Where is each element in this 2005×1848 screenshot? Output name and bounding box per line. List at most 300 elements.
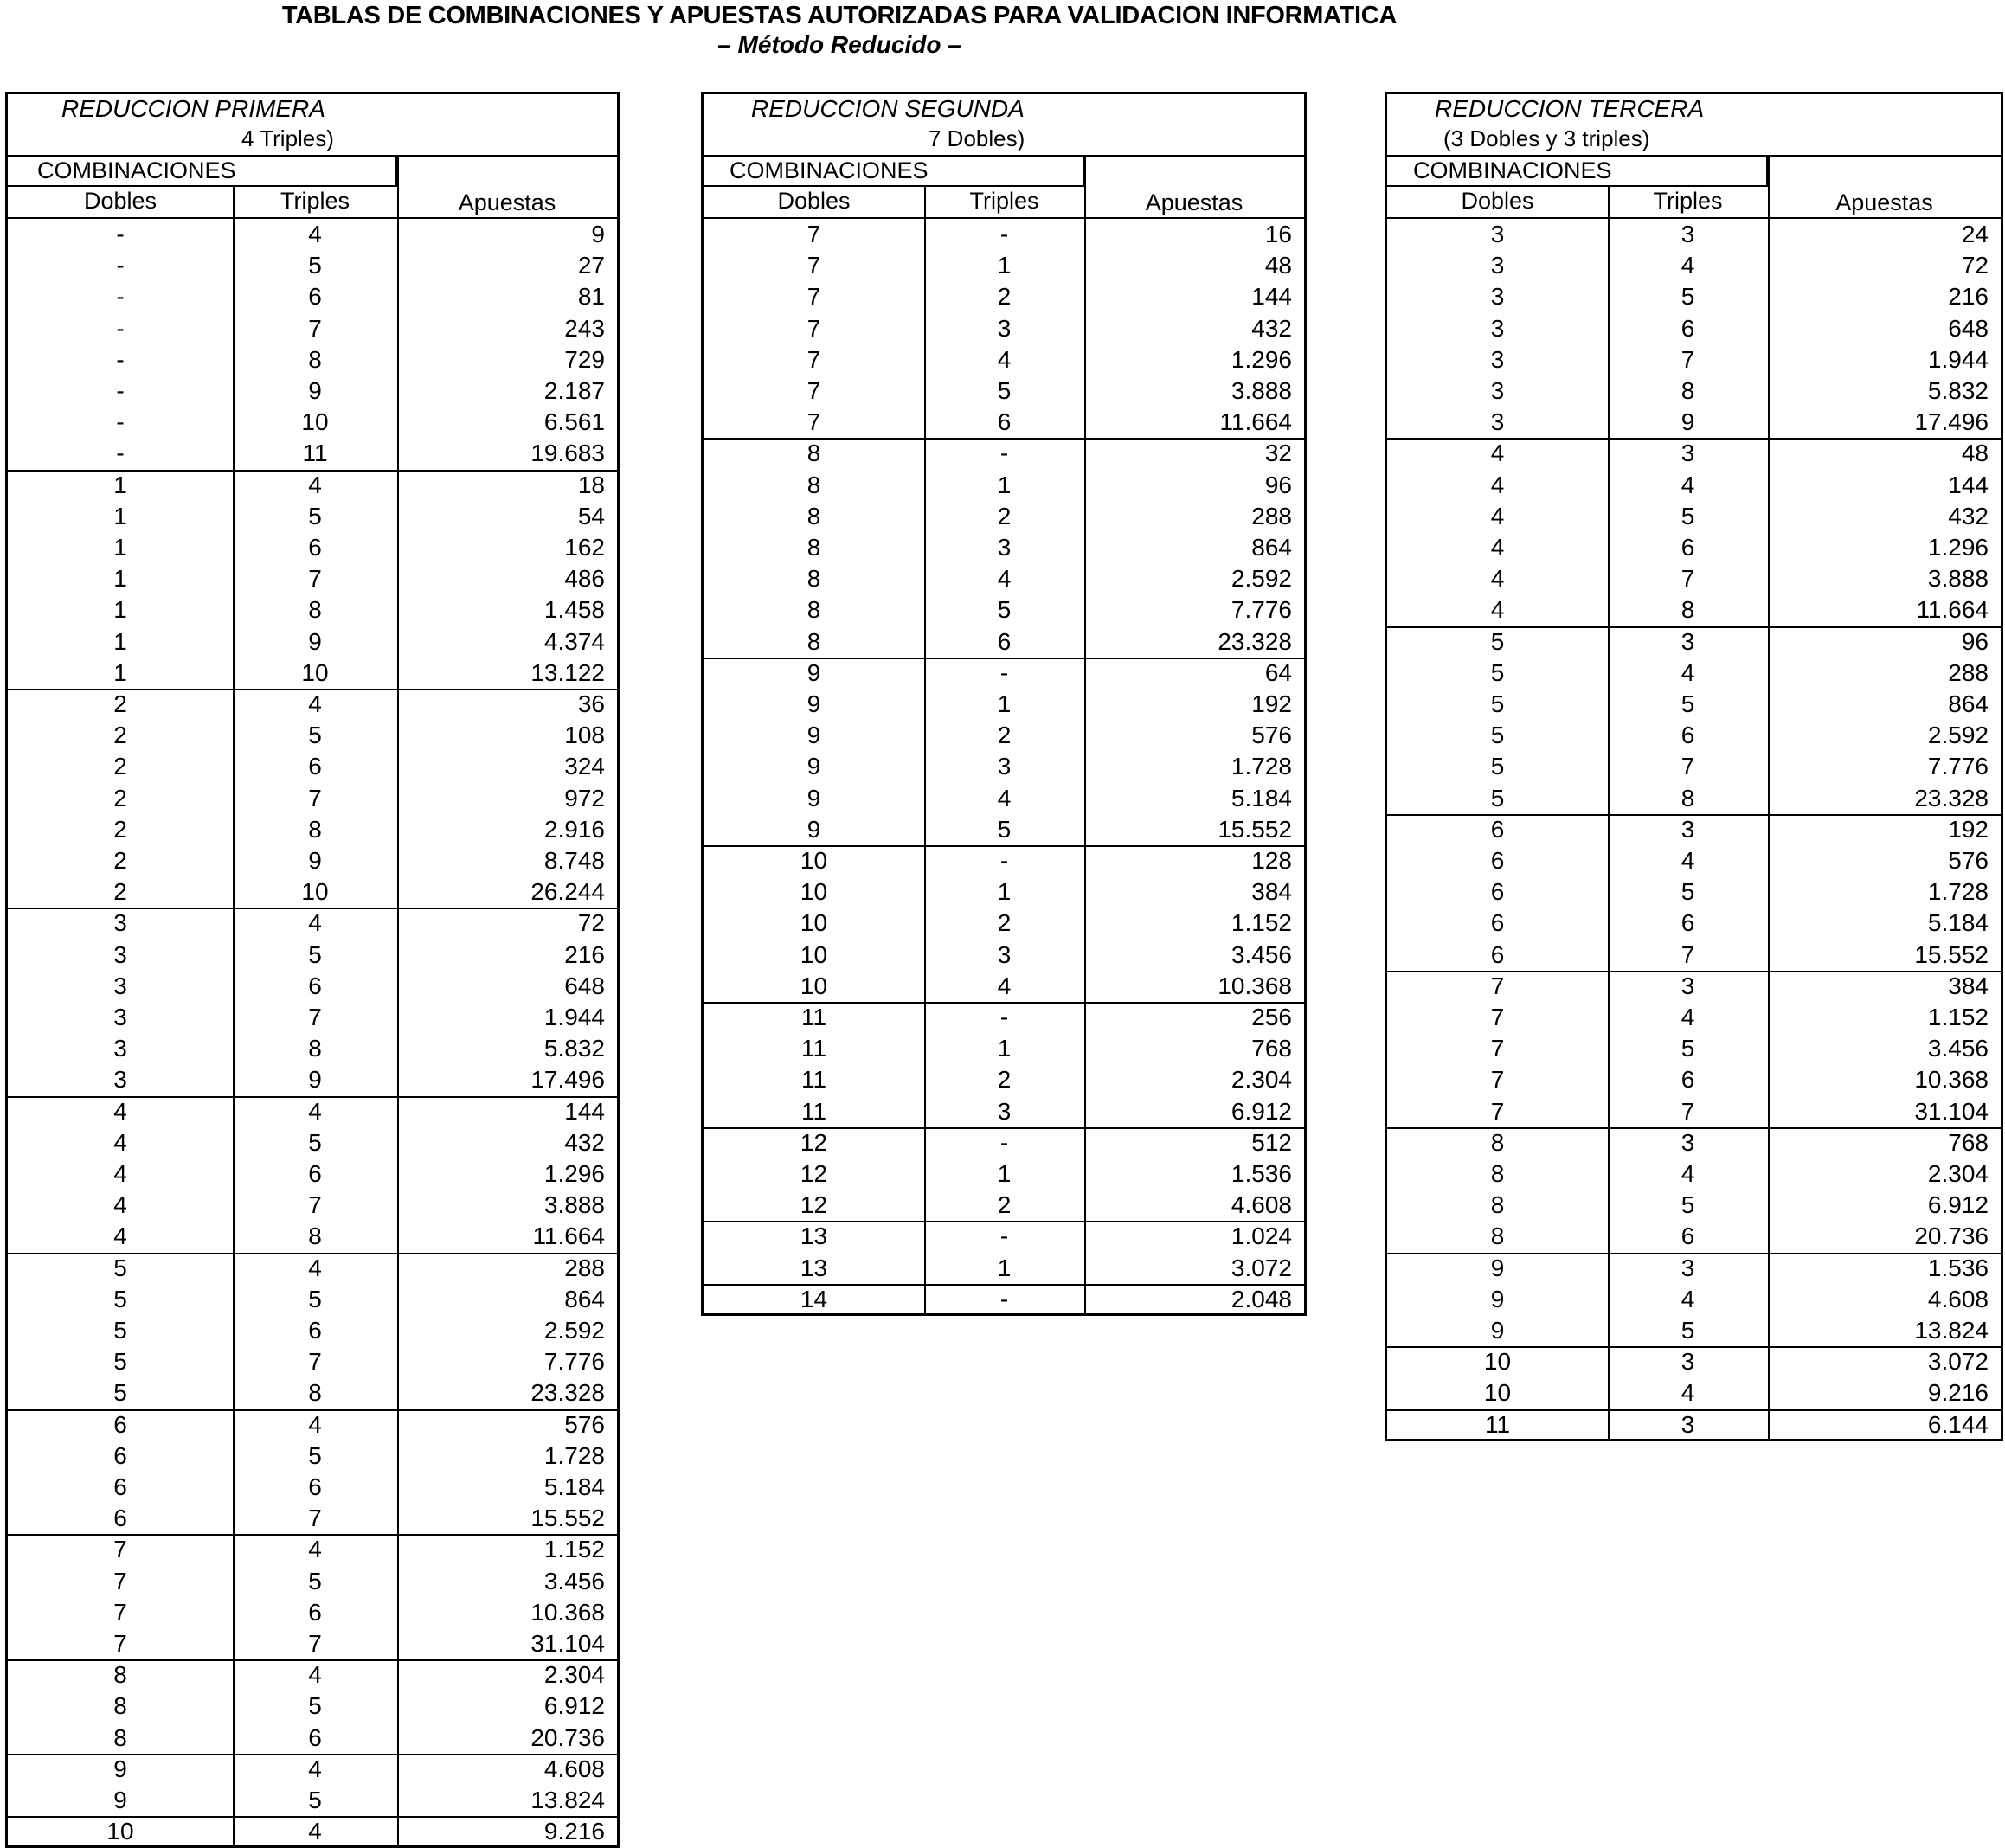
table-row (1387, 720, 2001, 751)
triples-cell: 7 (1680, 345, 1695, 373)
dobles-cell: 9 (806, 722, 821, 749)
dobles-cell: 5 (1490, 627, 1505, 655)
apuestas-cell: 6.144 (1927, 1410, 1989, 1438)
dobles-cell: 1 (113, 596, 127, 624)
triples-cell: 6 (308, 1598, 322, 1626)
apuestas-cell: 20.736 (530, 1723, 605, 1751)
apuestas-cell: 288 (1948, 658, 1989, 686)
dobles-cell: 3 (1490, 377, 1505, 404)
table-row (1387, 1284, 2001, 1315)
table-row (8, 313, 617, 344)
apuestas-cell: 1.536 (1927, 1254, 1989, 1281)
apuestas-cell: 6.912 (543, 1692, 605, 1720)
dobles-cell: 1 (113, 658, 127, 686)
table-row (8, 814, 617, 845)
table-row (1387, 313, 2001, 344)
dobles-cell: 7 (113, 1567, 127, 1595)
triples-cell: 7 (308, 1191, 322, 1219)
table-row (704, 814, 1304, 847)
triples-cell: 3 (1680, 972, 1695, 999)
apuestas-cell: 10.368 (1218, 972, 1292, 999)
combinaciones-header: COMBINACIONES (1387, 157, 1768, 187)
table-row (8, 1096, 617, 1127)
apuestas-cell: 432 (1251, 314, 1292, 342)
dobles-cell: 11 (800, 1066, 827, 1094)
triples-cell: 1 (997, 690, 1012, 717)
triples-cell: - (999, 221, 1009, 247)
apuestas-cell: 11.664 (1916, 596, 1989, 624)
dobles-cell: 8 (1490, 1160, 1505, 1187)
apuestas-cell: 4.608 (1231, 1191, 1292, 1219)
dobles-cell: 9 (806, 658, 821, 686)
table-row (1387, 1409, 2001, 1441)
dobles-cell: 3 (113, 909, 127, 937)
dobles-cell: 3 (113, 940, 127, 968)
apuestas-cell: 2.048 (1231, 1285, 1292, 1312)
table-row (8, 1409, 617, 1441)
dobles-cell: 3 (1490, 252, 1505, 279)
table-row (704, 783, 1304, 814)
triples-cell: 4 (1680, 1379, 1695, 1407)
apuestas-cell: 6.912 (1927, 1191, 1989, 1219)
triples-cell: 6 (308, 283, 322, 311)
apuestas-cell: 2.304 (543, 1661, 605, 1689)
apuestas-cell: 10.368 (1914, 1066, 1989, 1094)
apuestas-cell: 3.072 (1231, 1254, 1292, 1281)
table-row (1387, 783, 2001, 816)
dobles-cell: 7 (806, 345, 821, 373)
table-row (704, 1064, 1304, 1095)
apuestas-cell: 23.328 (1218, 627, 1292, 655)
apuestas-cell: 288 (1251, 502, 1292, 529)
triples-cell: 4 (1680, 252, 1695, 279)
apuestas-cell: 64 (1264, 658, 1292, 686)
table-row (1387, 438, 2001, 469)
triples-cell: 1 (997, 1035, 1012, 1062)
table-row (8, 720, 617, 751)
apuestas-cell: 729 (564, 345, 605, 373)
triples-cell: 9 (308, 627, 322, 655)
apuestas-cell: 432 (1948, 502, 1989, 529)
dobles-cell: 2 (113, 722, 127, 749)
triples-cell: 4 (308, 1755, 322, 1782)
table-row (8, 438, 617, 471)
reduction-table-1 (5, 92, 620, 1848)
triples-cell: - (999, 1004, 1009, 1030)
table-body (704, 217, 1304, 1313)
triples-cell: 1 (997, 1254, 1012, 1281)
table-row (8, 1566, 617, 1597)
table-row (1387, 1221, 2001, 1254)
apuestas-cell: 7.776 (1231, 596, 1292, 624)
dobles-cell: 4 (1490, 565, 1505, 593)
dobles-cell: 7 (806, 377, 821, 404)
apuestas-cell: 15.552 (1914, 940, 1989, 968)
triples-cell: 7 (308, 1004, 322, 1030)
triples-header: Triples (280, 188, 350, 214)
apuestas-cell: 3.456 (1231, 940, 1292, 968)
triples-cell: 1 (997, 252, 1012, 279)
apuestas-cell: 48 (1961, 440, 1989, 467)
table-row (704, 626, 1304, 659)
dobles-cell: 8 (806, 596, 821, 624)
triples-cell: 10 (301, 658, 329, 686)
dobles-cell: 1 (113, 565, 127, 593)
table-row (704, 1096, 1304, 1129)
dobles-cell: 8 (113, 1692, 127, 1720)
dobles-cell: 8 (1490, 1128, 1505, 1156)
dobles-cell: 5 (113, 1285, 127, 1312)
table-row (704, 281, 1304, 312)
apuestas-cell: 7.776 (543, 1348, 605, 1376)
table-row (1387, 470, 2001, 501)
triples-cell: 8 (308, 1222, 322, 1250)
apuestas-cell: 864 (564, 1285, 605, 1312)
triples-cell: 6 (1680, 722, 1695, 749)
apuestas-cell: 576 (564, 1410, 605, 1438)
table-row (8, 1315, 617, 1346)
triples-cell: 5 (308, 1441, 322, 1469)
table-row (1387, 532, 2001, 563)
apuestas-cell: 1.944 (543, 1004, 605, 1030)
triples-cell: 3 (1680, 1410, 1695, 1438)
dobles-cell: 7 (806, 408, 821, 436)
dobles-cell: 4 (1490, 596, 1505, 624)
table-row (1387, 1064, 2001, 1095)
triples-cell: 5 (308, 1787, 322, 1813)
apuestas-cell: 144 (1251, 283, 1292, 311)
triples-cell: 3 (1680, 1128, 1695, 1156)
dobles-cell: 12 (800, 1191, 828, 1219)
table-row (704, 1221, 1304, 1252)
dobles-cell: 7 (806, 252, 821, 279)
dobles-cell: 6 (113, 1410, 127, 1438)
dobles-cell: 4 (1490, 440, 1505, 467)
triples-cell: 4 (1680, 1004, 1695, 1030)
apuestas-cell: 11.664 (1219, 408, 1292, 436)
apuestas-cell: 4.608 (543, 1755, 605, 1782)
dobles-cell: 4 (113, 1222, 127, 1250)
triples-cell: 7 (308, 565, 322, 593)
triples-cell: 11 (302, 440, 328, 467)
table-title: REDUCCION SEGUNDA (751, 95, 1025, 122)
apuestas-cell: 768 (1948, 1128, 1989, 1156)
dobles-cell: 8 (113, 1661, 127, 1689)
triples-cell: 3 (1680, 440, 1695, 467)
dobles-cell: 9 (1490, 1254, 1505, 1281)
apuestas-cell: 2.592 (1927, 722, 1989, 749)
triples-cell: - (999, 658, 1009, 686)
dobles-cell: 3 (113, 1066, 127, 1094)
dobles-cell: 7 (806, 283, 821, 311)
dobles-cell: 2 (113, 690, 127, 717)
triples-cell: 7 (1680, 565, 1695, 593)
triples-cell: 5 (308, 252, 322, 279)
triples-cell: 5 (308, 1128, 322, 1156)
dobles-cell: 3 (113, 972, 127, 999)
dobles-cell: 8 (1490, 1222, 1505, 1250)
table-row (1387, 845, 2001, 876)
table-row (704, 720, 1304, 751)
apuestas-cell: 1.296 (1927, 534, 1989, 561)
triples-cell: 6 (308, 753, 322, 780)
document-title: TABLAS DE COMBINACIONES Y APUESTAS AUTORIZADAS PARA VALIDACION INFORMATICA (281, 2, 1398, 29)
triples-cell: 5 (308, 940, 322, 968)
combinaciones-header: COMBINACIONES (704, 157, 1084, 187)
table-row (1387, 658, 2001, 689)
apuestas-cell: 1.536 (1231, 1160, 1292, 1187)
dobles-cell: 14 (800, 1285, 828, 1312)
table-row (8, 1033, 617, 1064)
triples-cell: 8 (308, 1379, 322, 1407)
apuestas-cell: 9.216 (1927, 1379, 1989, 1407)
apuestas-cell: 144 (564, 1097, 605, 1125)
apuestas-header: Apuestas (1145, 189, 1243, 215)
table-row (1387, 626, 2001, 658)
apuestas-cell: 15.552 (1218, 815, 1292, 843)
apuestas-cell: 2.304 (1927, 1160, 1989, 1187)
table-header (1387, 94, 2001, 157)
apuestas-cell: 162 (564, 534, 605, 561)
dobles-cell: 6 (113, 1505, 127, 1532)
combinaciones-header: COMBINACIONES (8, 157, 397, 187)
triples-cell: 8 (308, 1035, 322, 1062)
table-row (8, 751, 617, 782)
dobles-cell: 5 (113, 1379, 127, 1407)
dobles-cell: 4 (1490, 471, 1505, 498)
apuestas-cell: 9.216 (543, 1818, 605, 1845)
dobles-cell: 12 (800, 1128, 828, 1156)
table-row (704, 470, 1304, 501)
triples-cell: 4 (1680, 847, 1695, 874)
table-subtitle: 4 Triples) (241, 125, 334, 151)
dobles-header: Dobles (777, 188, 851, 214)
apuestas-cell: 216 (564, 940, 605, 968)
apuestas-cell: 2.592 (543, 1317, 605, 1344)
apuestas-cell: 384 (1251, 878, 1292, 906)
table-row (704, 1127, 1304, 1158)
dobles-cell: 5 (113, 1254, 127, 1281)
apuestas-cell: 192 (1251, 690, 1292, 717)
table-row (8, 1284, 617, 1315)
triples-cell: 3 (997, 534, 1012, 561)
triples-cell: 6 (308, 1160, 322, 1187)
table-row (1387, 1377, 2001, 1410)
dobles-cell: 4 (113, 1160, 127, 1187)
dobles-cell: 6 (1490, 940, 1505, 968)
reduction-table-3 (1385, 92, 2003, 1441)
apuestas-cell: 2.187 (543, 377, 605, 404)
table-row (8, 1754, 617, 1785)
apuestas-cell: 13.824 (530, 1787, 605, 1813)
dobles-cell: 9 (113, 1755, 127, 1782)
dobles-cell: 10 (800, 878, 828, 906)
triples-cell: 3 (997, 753, 1012, 780)
dobles-cell: 10 (800, 847, 828, 874)
apuestas-cell: 128 (1251, 847, 1292, 874)
table-row (704, 876, 1304, 908)
triples-cell: 2 (997, 1191, 1012, 1219)
table-row (8, 1377, 617, 1410)
apuestas-cell: 2.304 (1231, 1066, 1292, 1094)
table-row (8, 375, 617, 407)
table-row (704, 1284, 1304, 1315)
table-row (1387, 1096, 2001, 1129)
triples-cell: 5 (308, 502, 322, 529)
dobles-cell: 13 (800, 1254, 828, 1281)
triples-cell: 4 (1680, 1285, 1695, 1312)
triples-cell: 5 (1680, 502, 1695, 529)
table-row (704, 751, 1304, 782)
apuestas-cell: 3.888 (1927, 565, 1989, 593)
dobles-cell: 2 (113, 784, 127, 812)
dobles-cell: 9 (1490, 1317, 1505, 1344)
table-row (704, 532, 1304, 563)
dobles-cell: 10 (106, 1818, 134, 1845)
table-row (704, 563, 1304, 594)
table-row (1387, 250, 2001, 281)
apuestas-cell: 1.296 (1231, 345, 1292, 373)
triples-cell: 7 (308, 1505, 322, 1532)
dobles-cell: 9 (806, 815, 821, 843)
apuestas-cell: 1.728 (1231, 753, 1292, 780)
dobles-cell: 2 (113, 815, 127, 843)
table-row (8, 1127, 617, 1158)
table-row (8, 344, 617, 375)
triples-cell: 6 (308, 534, 322, 561)
triples-cell: 9 (1680, 408, 1695, 436)
dobles-cell: 5 (113, 1348, 127, 1376)
apuestas-cell: 1.024 (1231, 1222, 1292, 1250)
dobles-cell: 7 (1490, 972, 1505, 999)
triples-cell: 4 (997, 784, 1012, 812)
triples-cell: 3 (997, 1097, 1012, 1125)
triples-cell: 4 (308, 909, 322, 937)
dobles-cell: 1 (113, 627, 127, 655)
table-row (8, 908, 617, 939)
triples-cell: 7 (308, 1348, 322, 1376)
dobles-cell: 1 (113, 471, 127, 498)
triples-cell: 7 (1680, 940, 1695, 968)
triples-cell: 7 (308, 314, 322, 342)
dobles-cell: 11 (800, 1004, 827, 1030)
dobles-cell: 10 (800, 909, 828, 937)
apuestas-cell: 4.374 (543, 627, 605, 655)
table-row (8, 1441, 617, 1472)
apuestas-cell: 20.736 (1914, 1222, 1989, 1250)
triples-cell: 5 (1680, 878, 1695, 906)
dobles-cell: 3 (1490, 314, 1505, 342)
apuestas-cell: 1.458 (543, 596, 605, 624)
apuestas-cell: 972 (564, 784, 605, 812)
triples-cell: 6 (997, 627, 1012, 655)
triples-cell: 8 (1680, 784, 1695, 812)
dobles-cell: 9 (806, 690, 821, 717)
triples-cell: 5 (1680, 690, 1695, 717)
triples-cell: 2 (997, 502, 1012, 529)
apuestas-cell: 9 (591, 221, 605, 247)
dobles-cell: 3 (1490, 283, 1505, 311)
triples-cell: 4 (308, 1410, 322, 1438)
table-row (8, 658, 617, 690)
triples-cell: 5 (1680, 283, 1695, 311)
triples-cell: 4 (997, 345, 1012, 373)
table-row (8, 845, 617, 876)
table-row (704, 219, 1304, 250)
table-row (8, 1158, 617, 1190)
triples-cell: 3 (997, 314, 1012, 342)
dobles-cell: 1 (113, 534, 127, 561)
dobles-cell: 9 (1490, 1285, 1505, 1312)
apuestas-cell: 81 (577, 283, 605, 311)
dobles-cell: 2 (113, 847, 127, 874)
dobles-cell: 11 (1484, 1410, 1511, 1438)
table-row (8, 1659, 617, 1691)
apuestas-cell: 13.122 (530, 658, 605, 686)
table-row (8, 1723, 617, 1755)
table-row (8, 470, 617, 501)
triples-cell: 4 (1680, 1160, 1695, 1187)
triples-cell: - (999, 440, 1009, 467)
triples-cell: 5 (308, 1692, 322, 1720)
table-row (704, 908, 1304, 939)
table-row (1387, 219, 2001, 250)
apuestas-cell: 5.184 (543, 1473, 605, 1500)
triples-cell: 1 (997, 1160, 1012, 1187)
triples-cell: 2 (997, 722, 1012, 749)
apuestas-cell: 864 (1948, 690, 1989, 717)
triples-cell: 9 (308, 377, 322, 404)
table-row (8, 1691, 617, 1722)
table-row (1387, 344, 2001, 375)
dobles-header: Dobles (1461, 188, 1534, 214)
triples-cell: 6 (1680, 1066, 1695, 1094)
table-row (704, 407, 1304, 440)
table-row (8, 1221, 617, 1254)
triples-cell: 4 (308, 690, 322, 717)
triples-cell: 9 (308, 1066, 322, 1094)
table-row (8, 1346, 617, 1377)
table-row (8, 940, 617, 971)
table-row (704, 940, 1304, 971)
triples-cell: - (999, 847, 1009, 874)
table-row (704, 845, 1304, 876)
triples-cell: 7 (1680, 1097, 1695, 1125)
dobles-cell: 8 (806, 440, 821, 467)
dobles-cell: 6 (1490, 909, 1505, 937)
table-row (1387, 814, 2001, 845)
table-subtitle: (3 Dobles y 3 triples) (1443, 125, 1650, 151)
table-row (1387, 876, 2001, 908)
apuestas-cell: 16 (1264, 221, 1292, 247)
apuestas-cell: 6.912 (1231, 1097, 1292, 1125)
apuestas-cell: 3.888 (1231, 377, 1292, 404)
dobles-cell: 5 (1490, 722, 1505, 749)
dobles-cell: 8 (806, 627, 821, 655)
apuestas-cell: 5.184 (1231, 784, 1292, 812)
dobles-cell: 13 (800, 1222, 828, 1250)
dobles-cell: 12 (800, 1160, 828, 1187)
table-row (8, 1190, 617, 1221)
apuestas-cell: 576 (1251, 722, 1292, 749)
table-row (1387, 594, 2001, 627)
table-row (1387, 971, 2001, 1002)
table-row (8, 219, 617, 250)
table-subtitle: 7 Dobles) (929, 125, 1025, 151)
triples-cell: 4 (1680, 658, 1695, 686)
dobles-cell: 5 (1490, 784, 1505, 812)
table-row (1387, 501, 2001, 532)
